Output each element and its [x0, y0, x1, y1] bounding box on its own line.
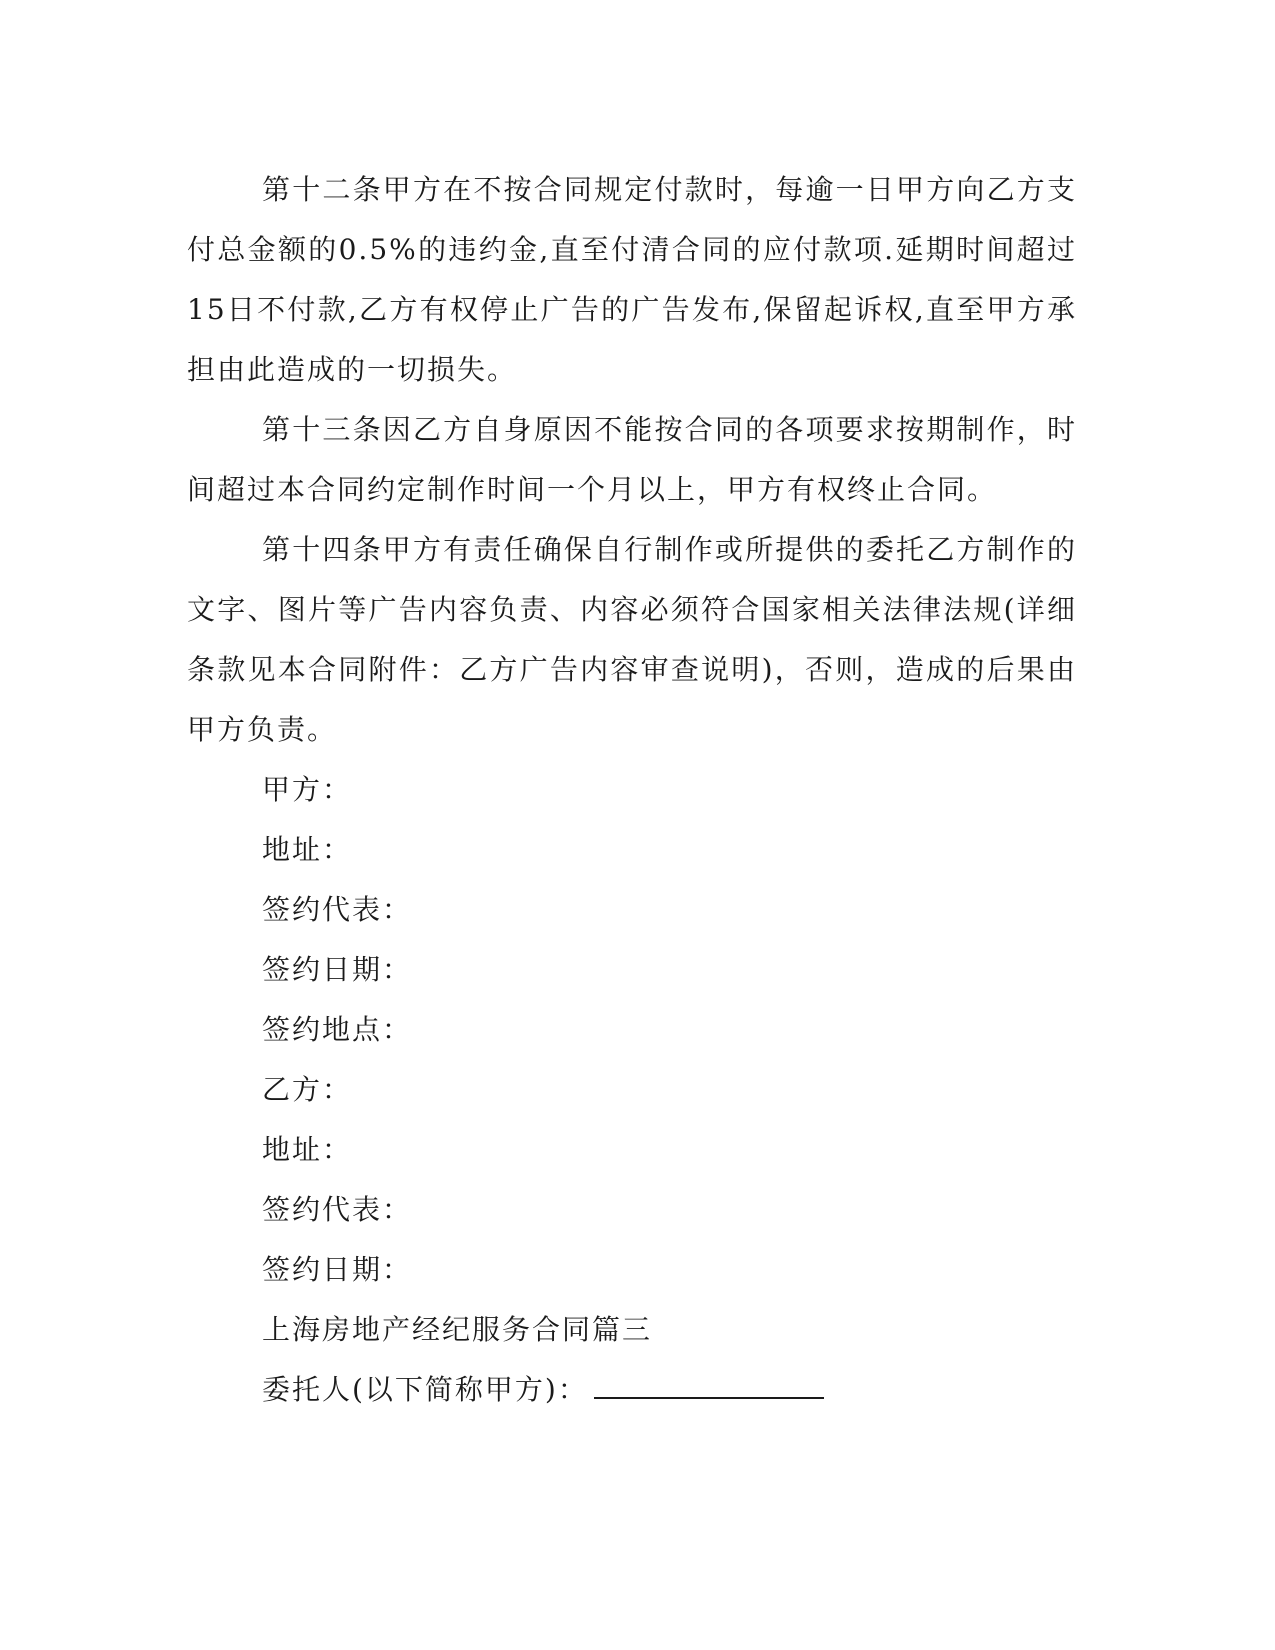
client-blank-line — [594, 1371, 824, 1399]
party-a-place: 签约地点： — [262, 1013, 413, 1046]
party-b-label: 乙方： — [262, 1073, 353, 1106]
party-b-representative: 签约代表： — [262, 1193, 413, 1226]
clause-13: 第十三条因乙方自身原因不能按合同的各项要求按期制作，时间超过本合同约定制作时间一个月以上，甲方有权终止合同。 — [187, 413, 1077, 506]
party-a-representative: 签约代表： — [262, 893, 413, 926]
document-body — [187, 160, 1077, 1420]
party-b-date: 签约日期： — [262, 1253, 413, 1286]
client-line — [187, 1360, 1077, 1420]
party-a-date: 签约日期： — [262, 953, 413, 986]
clause-14: 第十四条甲方有责任确保自行制作或所提供的委托乙方制作的文字、图片等广告内容负责、内容必须符合国家相关法律法规(详细条款见本合同附件：乙方广告内容审查说明)，否则，造成的后果由甲方负责。 — [187, 533, 1077, 746]
party-b-address: 地址： — [262, 1133, 353, 1166]
clause-12: 第十二条甲方在不按合同规定付款时，每逾一日甲方向乙方支付总金额的0.5%的违约金,直至付清合同的应付款项.延期时间超过15日不付款,乙方有权停止广告的广告发布,保留起诉权,直至甲方承担由此造成的一切损失。 — [187, 173, 1077, 386]
client-label: 委托人(以下简称甲方)： — [262, 1373, 588, 1406]
party-a-address: 地址： — [262, 833, 353, 866]
party-a-label: 甲方： — [262, 773, 353, 806]
section-title: 上海房地产经纪服务合同篇三 — [262, 1313, 653, 1346]
